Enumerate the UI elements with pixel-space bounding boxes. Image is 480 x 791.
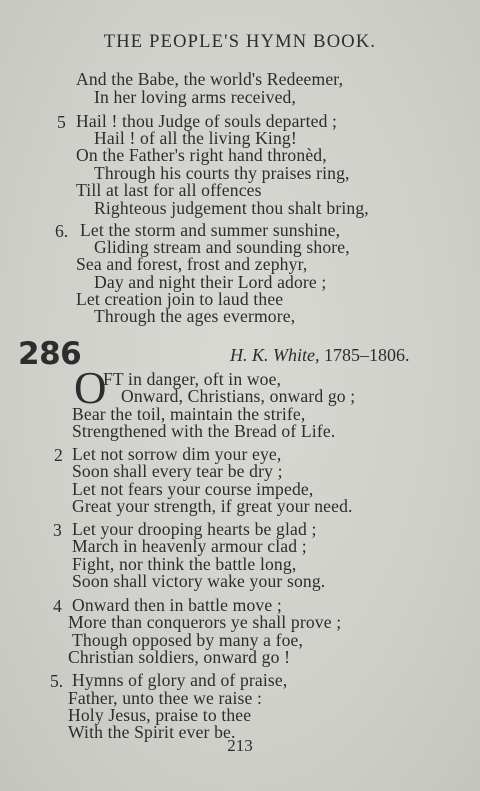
verse-line: Let not fears your course impede,	[72, 479, 314, 499]
verse-line: Bear the toil, maintain the strife,	[72, 404, 306, 424]
verse-line: Hymns of glory and of praise,	[72, 670, 288, 690]
verse-line: Strengthened with the Bread of Life.	[72, 421, 336, 441]
verse-line: FT in danger, oft in woe,	[103, 369, 282, 389]
verse-line: Till at last for all offences	[76, 180, 262, 200]
verse-line: In her loving arms received,	[94, 87, 297, 107]
verse-line: With the Spirit ever be.	[68, 722, 236, 742]
verse-line: Though opposed by many a foe,	[72, 630, 304, 650]
verse-line: Hail ! of all the living King!	[94, 128, 297, 148]
verse-number: 3	[53, 520, 62, 540]
verse-line: Through the ages evermore,	[94, 306, 296, 326]
running-header: THE PEOPLE'S HYMN BOOK.	[103, 32, 377, 52]
drop-cap: O	[74, 363, 107, 413]
verse-line: Onward then in battle move ;	[72, 595, 282, 615]
verse-line: Onward, Christians, onward go ;	[121, 386, 356, 406]
verse-line: Let not sorrow dim your eye,	[72, 444, 282, 464]
verse-line: Righteous judgement thou shalt bring,	[94, 198, 369, 218]
verse-line: Christian soldiers, onward go !	[68, 647, 291, 667]
verse-number: 4	[53, 596, 62, 616]
page-number: 213	[227, 736, 253, 755]
verse-line: Day and night their Lord adore ;	[94, 272, 327, 292]
verse-number: 5	[57, 112, 66, 132]
verse-line: Fight, nor think the battle long,	[72, 554, 297, 574]
verse-line: Gliding stream and sounding shore,	[94, 237, 350, 257]
verse-line: On the Father's right hand thronèd,	[76, 145, 327, 165]
hymn-number: 286	[18, 336, 82, 372]
verse-line: Hail ! thou Judge of souls departed ;	[76, 111, 338, 131]
author-years: 1785–1806.	[324, 345, 410, 365]
verse-line: Let creation join to laud thee	[76, 289, 284, 309]
author-name: H. K. White,	[230, 345, 320, 365]
verse-line: And the Babe, the world's Redeemer,	[76, 69, 344, 89]
verse-line: Holy Jesus, praise to thee	[68, 705, 252, 725]
verse-line: Soon shall victory wake your song.	[72, 571, 326, 591]
verse-line: Great your strength, if great your need.	[72, 496, 353, 516]
verse-number: 5.	[50, 671, 64, 691]
verse-number: 6.	[55, 221, 69, 241]
verse-line: Soon shall every tear be dry ;	[72, 461, 283, 481]
hymn-attribution	[230, 345, 410, 366]
verse-line: Let your drooping hearts be glad ;	[72, 519, 317, 539]
verse-line: Father, unto thee we raise :	[68, 688, 263, 708]
verse-line: Sea and forest, frost and zephyr,	[76, 254, 308, 274]
verse-line: March in heavenly armour clad ;	[72, 536, 307, 556]
verse-line: More than conquerors ye shall prove ;	[68, 612, 342, 632]
verse-line: Through his courts thy praises ring,	[94, 163, 350, 183]
verse-line: Let the storm and summer sunshine,	[80, 220, 341, 240]
verse-number: 2	[54, 445, 63, 465]
